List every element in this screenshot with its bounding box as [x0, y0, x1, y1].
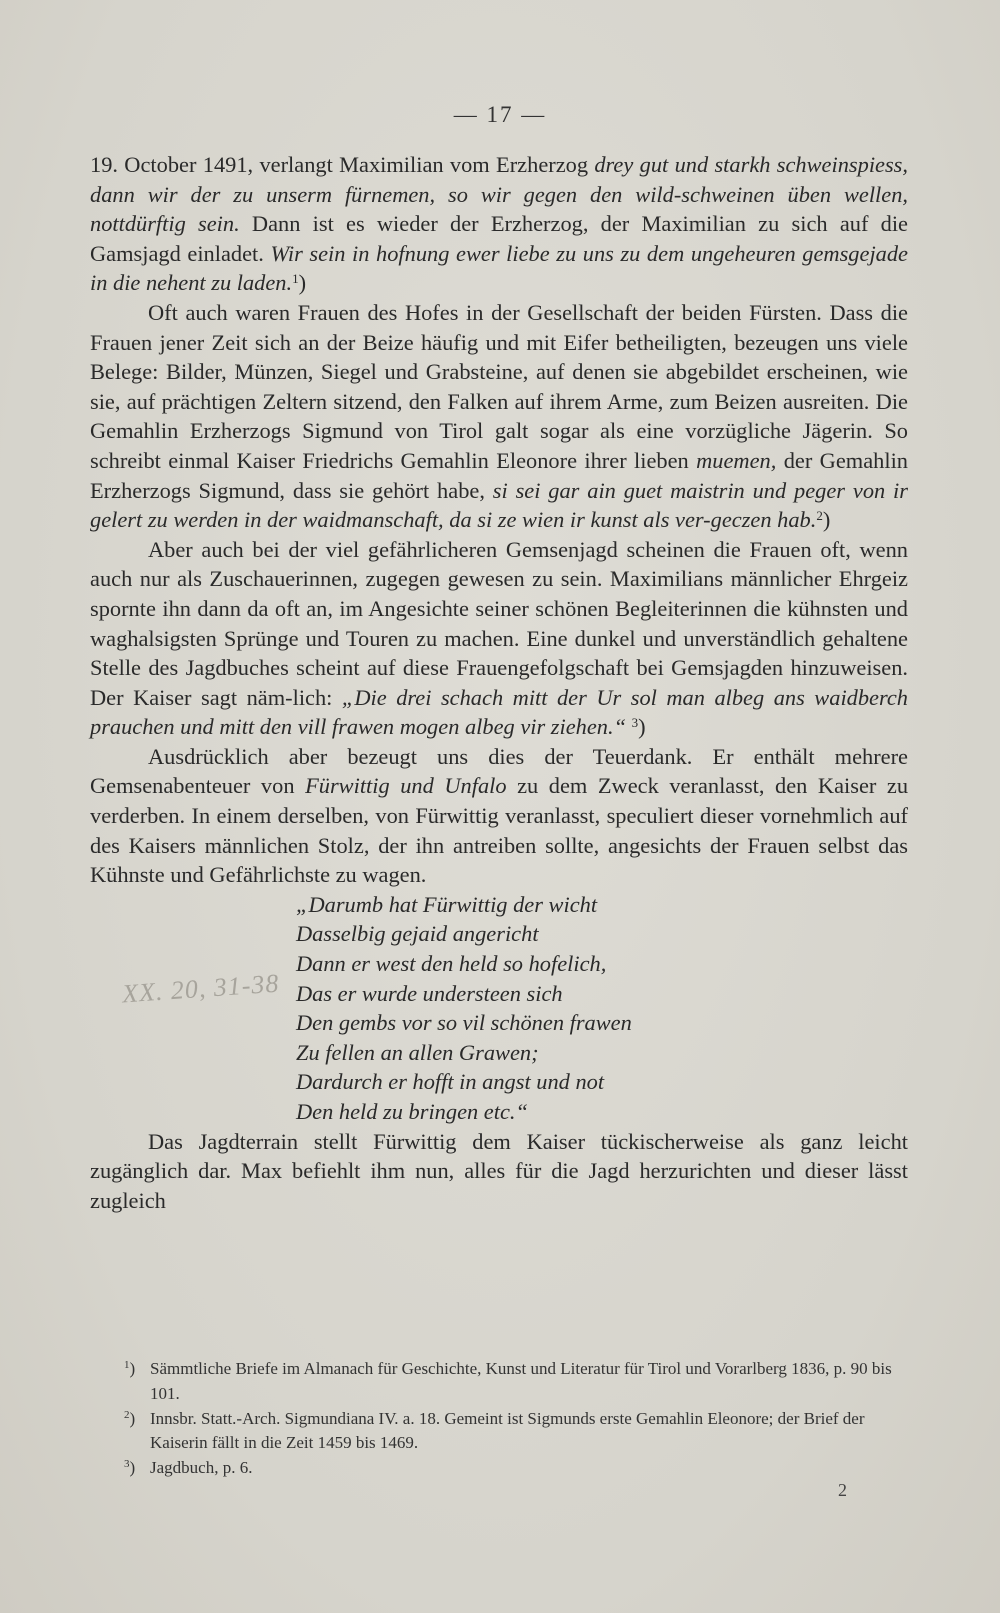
footnotes: [124, 1357, 908, 1481]
footnote: [124, 1357, 908, 1407]
paragraph: [90, 742, 908, 890]
verse-quote: [296, 890, 908, 1127]
text-run: Oft auch waren Frauen des Hofes in der Gesellschaft der beiden Fürsten. Dass die Frauen jener Zeit sich an der Beize häufig und mit Eifer betheiligten, bezeugen uns viele Belege: Bilder, Münzen, Siegel und Grabsteine, auf denen sie abgebildet erscheinen, wie sie, auf prächtigen Zeltern sitzend, den Falken auf ihrem Arme, zum Beizen ausreiten. Die Gemahlin Erzherzogs Sigmund von Tirol galt sogar als eine vorzügliche Jägerin. So schreibt einmal Kaiser Friedrichs Gemahlin Eleonore ihrer lieben: [90, 299, 908, 473]
footnote-mark: $^3$): [124, 1458, 136, 1478]
footnote-mark: $^1$): [124, 1359, 136, 1378]
verse-line: Den gembs vor so vil schönen frawen: [296, 1010, 632, 1036]
signature-mark: 2: [838, 1480, 847, 1500]
quoted-text: Wir sein in hofnung ewer liebe zu uns zu dem ungeheuren gemsgejade in die nehent zu laden.: [90, 240, 908, 296]
quoted-text: muemen,: [696, 447, 777, 473]
text-run: 19. October 1491, verlangt Maximilian vom Erzherzog: [90, 152, 595, 177]
closing-paragraph: Das Jagdterrain stellt Fürwittig dem Kaiser tückischerweise als ganz leicht zugänglich dar. Max befiehlt ihm nun, alles für die Jagd herzurichten und dieser lässt zugleich: [90, 1128, 908, 1213]
quoted-text: drey gut und starkh schweinspiess, dann wir der zu unserm fürnemen, so wir gegen den wild-schweinen üben wellen, nottdürftig sein.: [90, 152, 908, 237]
footnote-text: Sämmtliche Briefe im Almanach für Geschichte, Kunst und Literatur für Tirol und Vorarlberg 1836, p. 90 bis 101.: [150, 1359, 892, 1403]
verse-line: Dardurch er hofft in angst und not: [296, 1069, 605, 1095]
text-run: Dann ist es wieder der Erzherzog, der Maximilian zu sich auf die Gamsjagd einladet.: [90, 211, 908, 266]
quoted-text: Fürwittig und Unfalo: [305, 773, 507, 799]
main-text: [90, 150, 908, 1215]
quoted-text: „Die drei schach mitt der Ur sol man albeg ans waidberch prauchen und mitt den vill frawen mogen albeg vir ziehen.“: [90, 684, 909, 740]
text-run: Ausdrücklich aber bezeugt uns dies der Teuerdank. Er enthält mehrere Gemsenabenteuer von: [90, 743, 908, 799]
quoted-text: si sei gar ain guet maistrin und peger von ir gelert zu werden in der waidmanschaft, da si ze wien ir kunst als ver-geczen hab.: [90, 477, 908, 533]
text-run: ): [638, 714, 646, 740]
paragraph: [90, 150, 908, 298]
verse-line: „Darumb hat Fürwittig der wicht: [296, 891, 598, 917]
text-run: zu dem Zweck veranlasst, den Kaiser zu verderben. In einem derselben, von Fürwittig veranlasst, speculiert dieser vornehmlich auf des Kaisers männlichen Stolz, der ihn antreiben sollte, angesichts der Frauen selbst das Kühnste und Gefährlichste zu wagen.: [90, 773, 909, 888]
text-run: der Gemahlin Erzherzogs Sigmund, dass sie gehört habe,: [90, 447, 908, 503]
footnote-text: Jagdbuch, p. 6.: [150, 1458, 253, 1478]
text-run: ): [298, 270, 307, 296]
pencil-annotation: XX. 20, 31-38: [121, 968, 281, 1009]
verse-line: Dann er west den held so hofelich,: [296, 951, 607, 977]
verse-line: Den held zu bringen etc.“: [296, 1099, 528, 1124]
paragraph: [90, 298, 908, 535]
footnote-ref: 3: [631, 715, 639, 731]
text-run: Aber auch bei der viel gefährlicheren Gemsenjagd scheinen die Frauen oft, wenn auch nur als Zuschauerinnen, zugegen gewesen zu sein. Maximilians männlicher Ehrgeiz spornte ihn dann da oft an, im Angesichte seiner schönen Begleiterinnen die kühnsten und waghalsigsten Sprünge und Touren zu machen. Eine dunkel und unverständlich gehaltene Stelle des Jagdbuches scheint auf diese Frauengefolgschaft bei Gemsjagden hinzuweisen. Der Kaiser sagt näm-lich:: [90, 536, 908, 710]
verse-line: Dasselbig gejaid angericht: [296, 921, 539, 947]
verse-line: Das er wurde understeen sich: [296, 980, 563, 1006]
footnote: [124, 1456, 908, 1481]
verse-line: Zu fellen an allen Grawen;: [296, 1039, 539, 1065]
footnote-mark: $^2$): [124, 1408, 136, 1428]
text-run: ): [822, 507, 831, 533]
footnote-ref: 1: [292, 271, 299, 287]
paragraphs: [90, 150, 908, 890]
paragraph: [90, 535, 908, 742]
footnote-text: Innsbr. Statt.-Arch. Sigmundiana IV. a. 18. Gemeint ist Sigmunds erste Gemahlin Eleonore; der Brief der Kaiserin fällt in die Zeit 1459 bis 1469.: [150, 1408, 865, 1453]
footnote: [124, 1407, 908, 1457]
footnote-ref: 2: [816, 508, 823, 524]
page-number: — 17 —: [453, 102, 547, 127]
